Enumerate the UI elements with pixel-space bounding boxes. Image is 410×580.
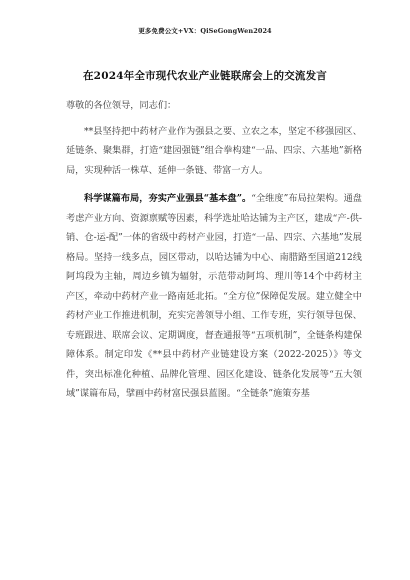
document-title: 在2024年全市现代农业产业链联席会上的交流发言 xyxy=(82,70,328,82)
document-body xyxy=(66,96,362,413)
salutation: 尊敬的各位领导，同志们： xyxy=(66,100,177,111)
section-text: “全维度”布局拉架构。通盘考虑产业方向、资源禀赋等因素，科学选址哈达铺为主产区，建成“产-供-销、仓-运-配”一体的省级中药材产业园，打造“一品、四宗、六基地”发展格局。坚持一线多点，园区带动，以哈达铺为中心、南腊路至国道212线阿坞段为主轴，周边乡镇为辐射，示范带动阿坞、理川等14个中药材主产区，牵动中药材产业一路南延北拓。“全方位”保障促发展。建立健全中药材产业工作推进机制，充实完善领导小组、工作专班，实行领导包保、专班跟进、联席会议、定期调度，督查通报等“五项机制”，全链条构建保障体系。制定印发《**县中药材产业链建设方案（2022-2025）》等文件，突出标准化种植、品牌化管理、园区化建设、链条化发展等“五大领域”谋篇布局，擘画中药材富民强县蓝图。“全链条”施策夯基 xyxy=(66,193,362,399)
page-header: 更多免费公文+VX：QiSeGongWen2024 xyxy=(138,27,272,35)
paragraph-section-1 xyxy=(66,189,362,404)
paragraph-intro: **县坚持把中药材产业作为强县之要、立农之本，坚定不移强园区、延链条、聚集群，打造“建园强链”组合拳构建“一品、四宗、六基地”新格局，实现种活一株草、延伸一条链、带富一方人。 xyxy=(66,125,362,176)
section-heading: 科学谋篇布局，夯实产业强县“基本盘”。 xyxy=(84,193,252,204)
